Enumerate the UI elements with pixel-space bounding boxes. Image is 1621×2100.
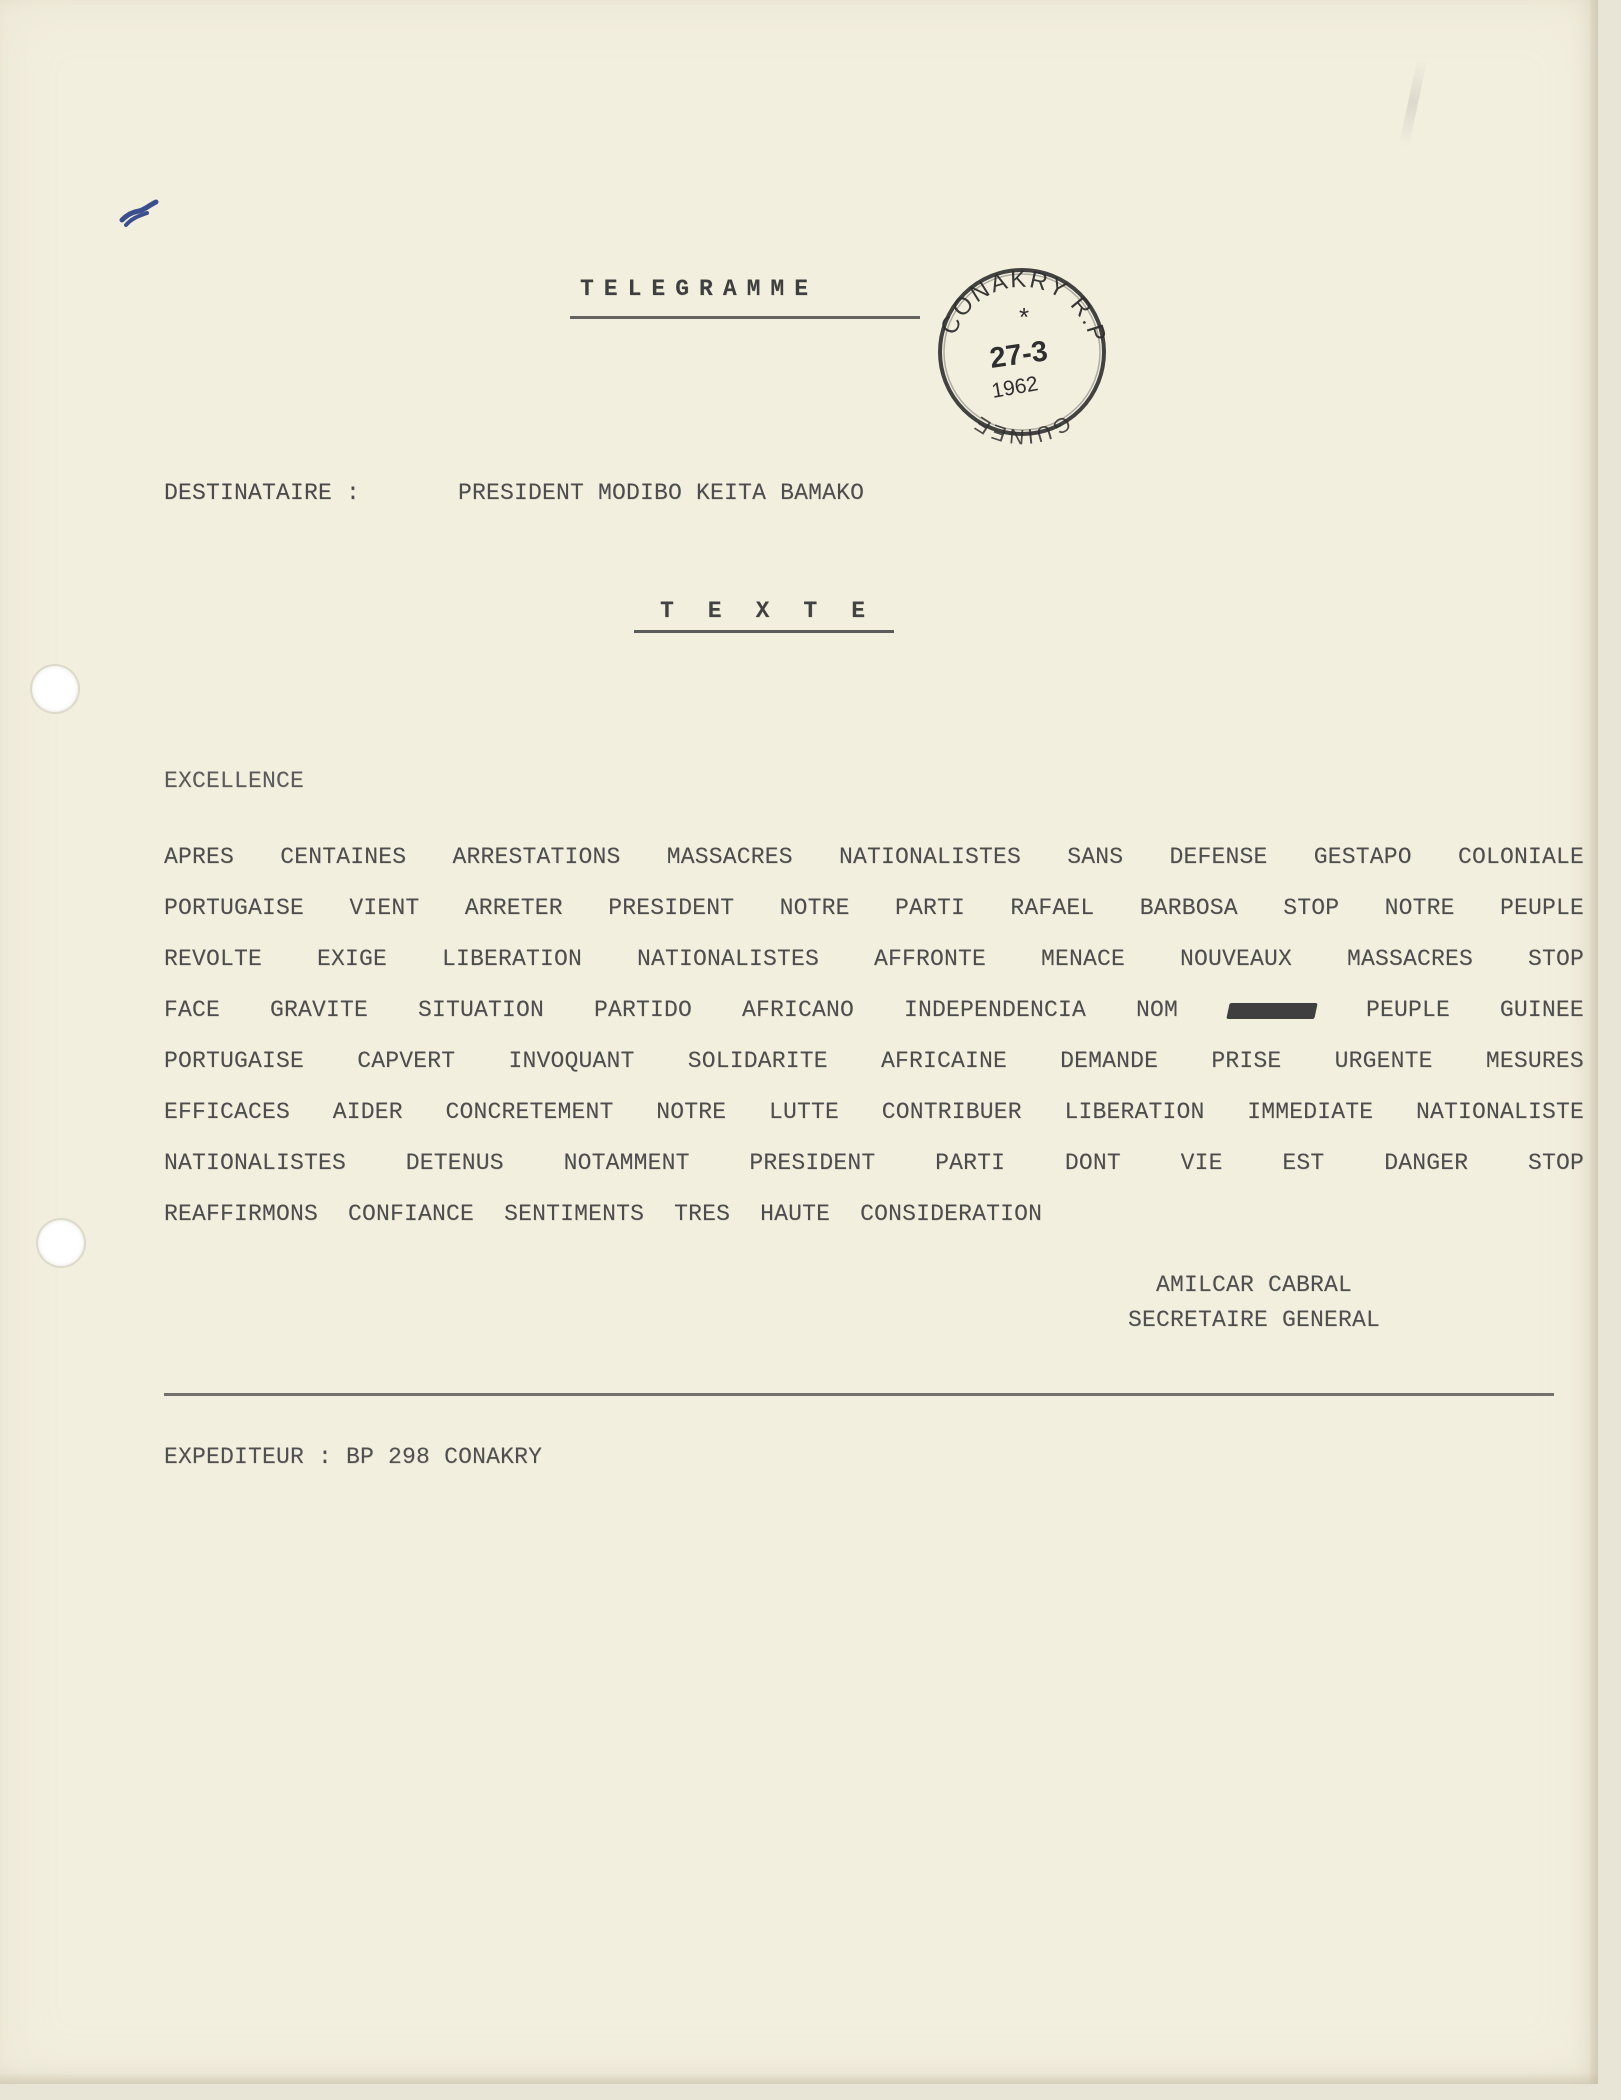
body-word: PORTUGAISE [164,895,305,921]
body-word: AFFRONTE [873,946,987,972]
svg-text:GUINEE [969,411,1074,448]
body-line-1 [164,832,1584,883]
body-word: EXIGE [317,946,388,972]
body-word: PEUPLE [1365,997,1450,1023]
body-word: NATIONALISTES [164,1150,347,1176]
signature-block [1104,1274,1404,1344]
body-word: NATIONALISTE [1415,1099,1584,1125]
recipient-label: DESTINATAIRE : [164,480,361,506]
body-word: AFRICANO [741,997,855,1023]
body-word: NOM [1135,997,1178,1023]
postmark-date: 27-3 [987,335,1050,375]
sender-row [164,1446,542,1469]
body-word: PEUPLE [1499,895,1584,921]
body-word: GRAVITE [269,997,369,1023]
sender-value: BP 298 CONAKRY [346,1444,543,1470]
body-word: SITUATION [417,997,545,1023]
body-word: AFRICAINE [880,1048,1007,1074]
body-word: DEMANDE [1060,1048,1159,1074]
text-section-underline [634,630,894,633]
body-word: STOP [1527,946,1584,972]
body-word: PRESIDENT [608,895,735,921]
body-line-5 [164,1036,1584,1087]
page-edge-bottom [0,2074,1598,2084]
body-word: STOP [1283,895,1340,921]
postmark-star: * [1018,302,1030,332]
body-word: PRESIDENT [749,1150,876,1176]
body-word: NOTRE [656,1099,727,1125]
body-line-6 [164,1087,1584,1138]
body-word: NOTRE [1384,895,1455,921]
body-word: PRISE [1211,1048,1282,1074]
body-word: CONCRETEMENT [445,1099,614,1125]
punch-hole-top [30,664,80,714]
text-section-label: TEXTE [660,598,900,624]
salutation: EXCELLENCE [164,768,305,794]
body-word: GESTAPO [1313,844,1412,870]
body-word: MESURES [1485,1048,1584,1074]
body-word: LIBERATION [1064,1099,1205,1125]
postmark-city: CONAKRY R.P [935,265,1112,347]
body-word: GUINEE [1499,997,1584,1023]
body-word: CONTRIBUER [881,1099,1022,1125]
body-word: PARTIDO [593,997,693,1023]
body-word: CAPVERT [357,1048,456,1074]
body-word: LIBERATION [441,946,583,972]
body-line-3 [164,934,1584,985]
body-word: DETENUS [405,1150,504,1176]
signature-name: AMILCAR CABRAL [1155,1272,1353,1298]
body-word: RAFAEL [1010,895,1095,921]
punch-hole-bottom [36,1218,86,1268]
signature-title: SECRETAIRE GENERAL [1127,1307,1381,1333]
body-word: STOP [1527,1150,1584,1176]
body-word: DEFENSE [1169,844,1268,870]
body-word: ARRETER [464,895,563,921]
body-word: DANGER [1384,1150,1469,1176]
postmark-country: GUINEE [969,410,1075,449]
body-word: PARTI [895,895,966,921]
recipient-value: PRESIDENT MODIBO KEITA BAMAKO [458,480,865,506]
conakry-postmark-stamp [912,242,1132,462]
body-word: HAUTE [760,1201,831,1227]
recipient-row [164,482,1164,505]
body-word: CONFIANCE [348,1201,475,1227]
body-word: SOLIDARITE [687,1048,828,1074]
body-word: REAFFIRMONS [164,1201,319,1227]
telegram-body [164,832,1584,1240]
body-word: PORTUGAISE [164,1048,305,1074]
body-word: NOTAMMENT [563,1150,690,1176]
body-word: TRES [674,1201,731,1227]
body-word: MENACE [1040,946,1125,972]
body-word: IMMEDIATE [1247,1099,1374,1125]
body-word: AIDER [332,1099,403,1125]
body-line-4 [164,985,1584,1036]
body-word: EST [1282,1150,1325,1176]
body-word: PARTI [935,1150,1006,1176]
body-word: VIE [1180,1150,1223,1176]
postmark-year: 1962 [989,372,1040,403]
body-word: MASSACRES [666,844,793,870]
body-word: URGENTE [1334,1048,1433,1074]
telegram-title: TELEGRAMME [580,276,819,302]
body-word: DONT [1064,1150,1121,1176]
footer-separator [164,1393,1554,1396]
body-line-7 [164,1138,1584,1189]
body-word: NOTRE [779,895,850,921]
body-word: CENTAINES [280,844,407,870]
body-word: INVOQUANT [508,1048,635,1074]
body-word: LUTTE [768,1099,839,1125]
body-word: NATIONALISTES [838,844,1022,870]
body-word: NOUVEAUX [1179,946,1292,972]
body-word: FACE [164,997,221,1023]
body-word: COLONIALE [1457,844,1584,870]
body-word: REVOLTE [164,946,263,972]
sender-label: EXPEDITEUR : [164,1444,333,1470]
body-word: BARBOSA [1139,895,1238,921]
body-word: NATIONALISTES [636,946,820,972]
body-word: EFFICACES [164,1099,291,1125]
body-word: SANS [1067,844,1124,870]
body-word: INDEPENDENCIA [903,997,1087,1023]
body-word: CONSIDERATION [860,1201,1043,1227]
paper-fold-mark [1399,58,1427,148]
page-edge-right [1590,0,1598,2084]
body-line-8 [164,1189,1584,1240]
body-word: SENTIMENTS [504,1201,645,1227]
pen-check-mark-icon [118,198,162,232]
body-word: VIENT [349,895,420,921]
body-word: MASSACRES [1346,946,1473,972]
body-word: ARRESTATIONS [452,844,621,870]
telegram-title-underline [570,316,920,319]
redaction-mark [1226,1003,1317,1019]
body-word: APRES [164,844,235,870]
body-line-2 [164,883,1584,934]
